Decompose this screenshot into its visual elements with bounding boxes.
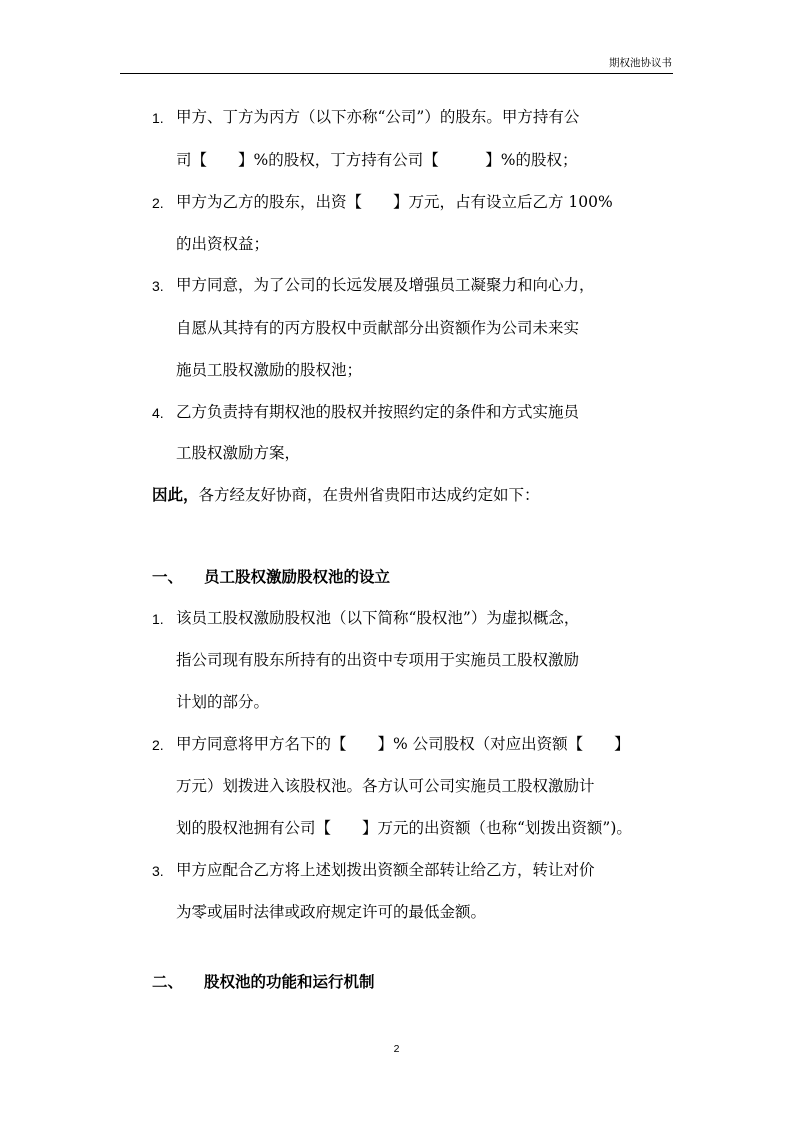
- section-number: 一、: [152, 567, 184, 586]
- conclusion-paragraph: [152, 485, 540, 505]
- list-number: 1.: [152, 611, 164, 627]
- list-text-line: 乙方负责持有期权池的股权并按照约定的条件和方式实施员: [176, 403, 580, 421]
- list-number: 3.: [152, 863, 164, 879]
- list-number: 3.: [152, 278, 164, 294]
- list-text-line: 万元）划拨进入该股权池。各方认可公司实施员工股权激励计: [176, 777, 595, 795]
- list-text-line: 自愿从其持有的丙方股权中贡献部分出资额作为公司未来实: [176, 319, 580, 337]
- list-text-line: 划的股权池拥有公司【 】万元的出资额（也称“划拨出资额”)。: [176, 819, 632, 837]
- list-text-line: 甲方同意，为了公司的长远发展及增强员工凝聚力和向心力，: [176, 276, 595, 294]
- header-title: 期权池协议书: [609, 57, 672, 69]
- section-title: 股权池的功能和运行机制: [204, 972, 375, 991]
- conclusion-text: 各方经友好协商，在贵州省贵阳市达成约定如下：: [198, 486, 540, 504]
- section-number: 二、: [152, 972, 184, 991]
- list-text-line: 该员工股权激励股权池（以下简称“股权池”）为虚拟概念，: [176, 609, 580, 627]
- conclusion-lead: 因此，: [152, 485, 199, 504]
- section-title: 员工股权激励股权池的设立: [204, 567, 391, 586]
- list-text-line: 指公司现有股东所持有的出资中专项用于实施员工股权激励: [176, 651, 580, 669]
- list-text-line: 甲方、丁方为丙方（以下亦称“公司”）的股东。甲方持有公: [176, 108, 580, 126]
- list-number: 1.: [152, 110, 164, 126]
- page-number: 2: [393, 1043, 400, 1055]
- list-number: 2.: [152, 737, 164, 753]
- list-text-line: 为零或届时法律或政府规定许可的最低金额。: [176, 903, 487, 921]
- list-text-line: 工股权激励方案，: [176, 444, 301, 462]
- list-number: 2.: [152, 195, 164, 211]
- list-text-line: 计划的部分。: [176, 693, 270, 711]
- list-text-line: 施员工股权激励的股权池；: [176, 361, 363, 379]
- list-text-line: 甲方同意将甲方名下的【 】% 公司股权（对应出资额【 】: [176, 735, 630, 753]
- list-number: 4.: [152, 405, 164, 421]
- list-text-line: 司【 】%的股权，丁方持有公司【 】%的股权；: [176, 151, 578, 169]
- list-text-line: 甲方应配合乙方将上述划拨出资额全部转让给乙方，转让对价: [176, 861, 595, 879]
- list-text-line: 的出资权益；: [176, 235, 270, 253]
- list-text-line: 甲方为乙方的股东，出资【 】万元，占有设立后乙方 100%: [176, 193, 613, 211]
- header-divider: [120, 73, 673, 74]
